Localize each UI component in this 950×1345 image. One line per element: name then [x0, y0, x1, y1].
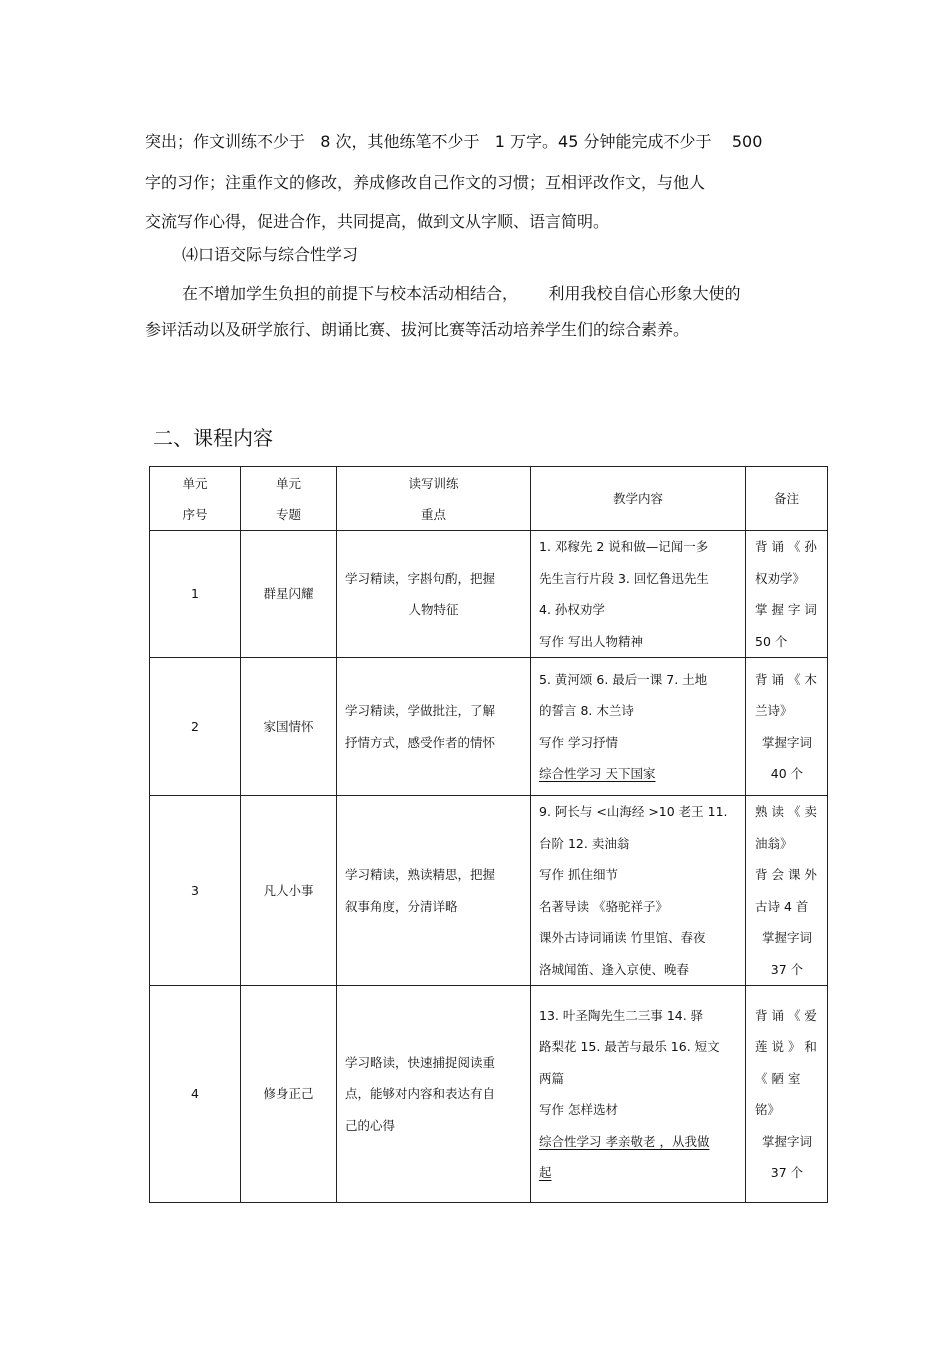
table-row [150, 658, 828, 796]
underlined-activity-cont: 起 [539, 1165, 552, 1180]
content-cell: 9. 阿长与 <山海经 >10 老王 11. 台阶 12. 卖油翁 写作 抓住细节 名著导读 《骆驼祥子》 课外古诗词诵读 竹里馆、春夜 洛城闻笛、逢入京使、晚春 [531, 796, 746, 986]
unit-no-cell: 4 [150, 986, 241, 1203]
remark-cell: 背 诵 《 孙 权劝学》 掌 握 字 词 50 个 [746, 531, 828, 658]
unit-topic-cell: 凡人小事 [241, 796, 337, 986]
remark-cell: 熟 读 《 卖 油翁》 背 会 课 外 古诗 4 首 掌握字词 37 个 [746, 796, 828, 986]
intro-line-1: 突出；作文训练不少于 8 次，其他练笔不少于 1 万字。45 分钟能完成不少于 500 [145, 132, 763, 151]
course-content-table [149, 466, 828, 1203]
unit-topic-cell: 群星闪耀 [241, 531, 337, 658]
intro-line-5: 在不增加学生负担的前提下与校本活动相结合， 利用我校自信心形象大使的 [182, 284, 741, 303]
unit-no-cell: 2 [150, 658, 241, 796]
table-header-row [150, 467, 828, 531]
unit-no-cell: 1 [150, 531, 241, 658]
intro-line-6: 参评活动以及研学旅行、朗诵比赛、拔河比赛等活动培养学生们的综合素养。 [145, 320, 690, 339]
header-unit-no: 单元 序号 [150, 467, 241, 531]
unit-topic-cell: 家国情怀 [241, 658, 337, 796]
underlined-activity: 综合性学习 天下国家 [539, 766, 656, 781]
underlined-activity: 综合性学习 孝亲敬老 ，从我做 [539, 1133, 710, 1149]
header-training: 读写训练 重点 [337, 467, 531, 531]
training-cell: 学习略读，快速捕捉阅读重 点，能够对内容和表达有自 己的心得 [337, 986, 531, 1203]
subsection-title: ⑷口语交际与综合性学习 [182, 245, 359, 264]
training-cell: 学习精读，字斟句酌，把握 人物特征 [337, 531, 531, 658]
training-cell: 学习精读，学做批注，了解 抒情方式，感受作者的情怀 [337, 658, 531, 796]
table-row [150, 986, 828, 1203]
content-cell: 5. 黄河颂 6. 最后一课 7. 土地 的誓言 8. 木兰诗 写作 学习抒情 综合性学习 天下国家 [531, 658, 746, 796]
header-remark: 备注 [746, 467, 828, 531]
training-cell: 学习精读，熟读精思，把握 叙事角度，分清详略 [337, 796, 531, 986]
section-title: 二、课程内容 [153, 426, 273, 450]
remark-cell: 背 诵 《 木 兰诗》 掌握字词 40 个 [746, 658, 828, 796]
intro-line-3: 交流写作心得，促进合作，共同提高，做到文从字顺、语言简明。 [145, 212, 610, 231]
intro-line-2: 字的习作；注重作文的修改，养成修改自己作文的习惯；互相评改作文，与他人 [145, 173, 706, 192]
table-row [150, 531, 828, 658]
unit-topic-cell: 修身正己 [241, 986, 337, 1203]
table-row [150, 796, 828, 986]
unit-no-cell: 3 [150, 796, 241, 986]
content-cell: 13. 叶圣陶先生二三事 14. 驿 路梨花 15. 最苦与最乐 16. 短文 两篇 写作 怎样选材 综合性学习 孝亲敬老 ，从我做 起 [531, 986, 746, 1203]
remark-cell: 背 诵 《 爱 莲 说 》 和 《 陋 室 铭》 掌握字词 37 个 [746, 986, 828, 1203]
header-unit-topic: 单元 专题 [241, 467, 337, 531]
content-cell: 1. 邓稼先 2 说和做—记闻一多 先生言行片段 3. 回忆鲁迅先生 4. 孙权劝学 写作 写出人物精神 [531, 531, 746, 658]
header-content: 教学内容 [531, 467, 746, 531]
